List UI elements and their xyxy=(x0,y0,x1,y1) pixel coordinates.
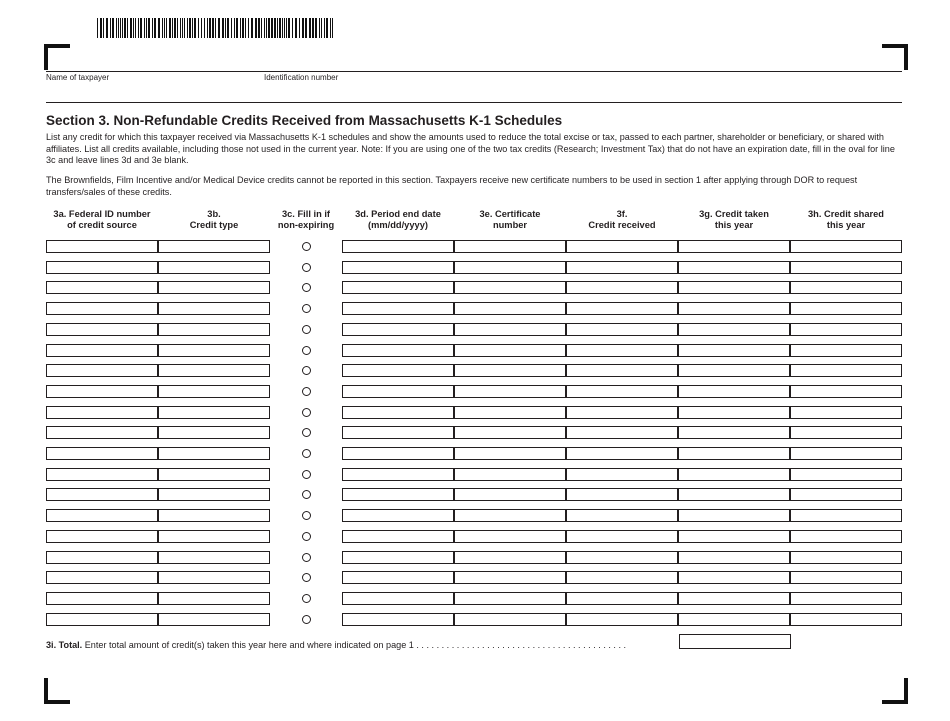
field-3b-row-18[interactable] xyxy=(158,592,270,605)
field-3d-row-18[interactable] xyxy=(342,592,454,605)
total-line xyxy=(46,640,626,650)
field-3h-row-13[interactable] xyxy=(790,488,902,501)
field-3h-row-4[interactable] xyxy=(790,302,902,315)
field-3b-row-2[interactable] xyxy=(158,261,270,274)
field-3f-row-17[interactable] xyxy=(566,571,678,584)
crop-mark-top-left xyxy=(44,44,70,70)
field-3e-row-10[interactable] xyxy=(454,426,566,439)
field-3b-row-4[interactable] xyxy=(158,302,270,315)
field-3b-row-3[interactable] xyxy=(158,281,270,294)
field-3g-row-7[interactable] xyxy=(678,364,790,377)
field-3b-row-14[interactable] xyxy=(158,509,270,522)
field-3a-row-17[interactable] xyxy=(46,571,158,584)
field-3f-row-19[interactable] xyxy=(566,613,678,626)
non-expiring-oval-row-3[interactable] xyxy=(302,283,311,292)
non-expiring-oval-row-10[interactable] xyxy=(302,428,311,437)
field-3e-row-14[interactable] xyxy=(454,509,566,522)
field-3f-row-2[interactable] xyxy=(566,261,678,274)
field-3a-row-15[interactable] xyxy=(46,530,158,543)
field-3d-row-15[interactable] xyxy=(342,530,454,543)
field-3g-row-12[interactable] xyxy=(678,468,790,481)
field-3h-row-7[interactable] xyxy=(790,364,902,377)
non-expiring-oval-row-15[interactable] xyxy=(302,532,311,541)
field-3g-row-6[interactable] xyxy=(678,344,790,357)
field-3a-row-12[interactable] xyxy=(46,468,158,481)
field-3b-row-12[interactable] xyxy=(158,468,270,481)
field-3h-row-1[interactable] xyxy=(790,240,902,253)
field-3g-row-8[interactable] xyxy=(678,385,790,398)
field-3h-row-15[interactable] xyxy=(790,530,902,543)
instructions-paragraph-2: The Brownfields, Film Incentive and/or Medical Device credits cannot be reported in this section. Taxpayers receive new certificate numbers to be used in section 1 after applying through DOR to request transfers/sales of these credits. xyxy=(46,175,858,197)
non-expiring-oval-row-19[interactable] xyxy=(302,615,311,624)
field-3d-row-2[interactable] xyxy=(342,261,454,274)
field-3f-row-7[interactable] xyxy=(566,364,678,377)
field-3d-row-13[interactable] xyxy=(342,488,454,501)
field-3g-row-3[interactable] xyxy=(678,281,790,294)
non-expiring-oval-row-4[interactable] xyxy=(302,304,311,313)
field-3d-row-8[interactable] xyxy=(342,385,454,398)
column-header-3c: 3c. Fill in if non-expiring xyxy=(277,209,335,230)
field-3b-row-8[interactable] xyxy=(158,385,270,398)
field-3e-row-8[interactable] xyxy=(454,385,566,398)
field-3b-row-11[interactable] xyxy=(158,447,270,460)
field-3e-row-17[interactable] xyxy=(454,571,566,584)
column-header-3f: 3f. Credit received xyxy=(588,209,656,230)
field-3f-row-4[interactable] xyxy=(566,302,678,315)
field-3a-row-14[interactable] xyxy=(46,509,158,522)
field-3a-row-18[interactable] xyxy=(46,592,158,605)
field-3g-row-9[interactable] xyxy=(678,406,790,419)
field-3g-row-13[interactable] xyxy=(678,488,790,501)
column-header-3d: 3d. Period end date (mm/dd/yyyy) xyxy=(355,209,441,230)
field-3b-row-9[interactable] xyxy=(158,406,270,419)
field-3d-row-19[interactable] xyxy=(342,613,454,626)
field-3b-row-16[interactable] xyxy=(158,551,270,564)
field-3e-row-11[interactable] xyxy=(454,447,566,460)
field-3a-row-1[interactable] xyxy=(46,240,158,253)
field-3e-row-2[interactable] xyxy=(454,261,566,274)
field-3g-row-5[interactable] xyxy=(678,323,790,336)
non-expiring-oval-row-12[interactable] xyxy=(302,470,311,479)
name-rule xyxy=(46,71,902,72)
field-3e-row-15[interactable] xyxy=(454,530,566,543)
field-3g-row-17[interactable] xyxy=(678,571,790,584)
name-of-taxpayer-label: Name of taxpayer xyxy=(46,73,110,82)
field-3g-row-14[interactable] xyxy=(678,509,790,522)
field-3h-row-2[interactable] xyxy=(790,261,902,274)
field-3h-row-5[interactable] xyxy=(790,323,902,336)
field-3a-row-7[interactable] xyxy=(46,364,158,377)
field-3b-row-6[interactable] xyxy=(158,344,270,357)
section-divider xyxy=(46,102,902,103)
field-3g-row-15[interactable] xyxy=(678,530,790,543)
field-3a-row-8[interactable] xyxy=(46,385,158,398)
field-3h-row-8[interactable] xyxy=(790,385,902,398)
field-3e-row-7[interactable] xyxy=(454,364,566,377)
field-3b-row-5[interactable] xyxy=(158,323,270,336)
field-3h-row-11[interactable] xyxy=(790,447,902,460)
field-3f-row-11[interactable] xyxy=(566,447,678,460)
column-header-3h: 3h. Credit shared this year xyxy=(808,209,884,230)
field-3g-row-1[interactable] xyxy=(678,240,790,253)
field-3a-row-6[interactable] xyxy=(46,344,158,357)
field-3d-row-1[interactable] xyxy=(342,240,454,253)
field-3d-row-11[interactable] xyxy=(342,447,454,460)
field-3d-row-5[interactable] xyxy=(342,323,454,336)
field-3b-row-17[interactable] xyxy=(158,571,270,584)
field-3g-row-10[interactable] xyxy=(678,426,790,439)
field-3e-row-18[interactable] xyxy=(454,592,566,605)
field-3a-row-2[interactable] xyxy=(46,261,158,274)
field-3h-row-16[interactable] xyxy=(790,551,902,564)
field-3f-row-10[interactable] xyxy=(566,426,678,439)
field-3f-row-3[interactable] xyxy=(566,281,678,294)
field-3a-row-19[interactable] xyxy=(46,613,158,626)
field-3b-row-1[interactable] xyxy=(158,240,270,253)
non-expiring-oval-row-9[interactable] xyxy=(302,408,311,417)
identification-number-label: Identification number xyxy=(264,73,339,82)
field-3g-row-11[interactable] xyxy=(678,447,790,460)
field-3b-row-7[interactable] xyxy=(158,364,270,377)
field-3d-row-10[interactable] xyxy=(342,426,454,439)
field-3e-row-3[interactable] xyxy=(454,281,566,294)
non-expiring-oval-row-18[interactable] xyxy=(302,594,311,603)
field-3d-row-12[interactable] xyxy=(342,468,454,481)
field-3f-row-14[interactable] xyxy=(566,509,678,522)
non-expiring-oval-row-5[interactable] xyxy=(302,325,311,334)
field-3e-row-19[interactable] xyxy=(454,613,566,626)
field-3a-row-13[interactable] xyxy=(46,488,158,501)
column-header-3a: 3a. Federal ID number of credit source xyxy=(53,209,151,230)
field-3g-row-4[interactable] xyxy=(678,302,790,315)
non-expiring-oval-row-6[interactable] xyxy=(302,346,311,355)
field-3f-row-1[interactable] xyxy=(566,240,678,253)
field-3f-row-18[interactable] xyxy=(566,592,678,605)
field-3e-row-13[interactable] xyxy=(454,488,566,501)
field-3e-row-5[interactable] xyxy=(454,323,566,336)
column-header-3g: 3g. Credit taken this year xyxy=(699,209,769,230)
field-3a-row-16[interactable] xyxy=(46,551,158,564)
field-3e-row-1[interactable] xyxy=(454,240,566,253)
field-3a-row-11[interactable] xyxy=(46,447,158,460)
crop-mark-bottom-right xyxy=(882,678,908,704)
field-3f-row-13[interactable] xyxy=(566,488,678,501)
field-3b-row-15[interactable] xyxy=(158,530,270,543)
crop-mark-top-right xyxy=(882,44,908,70)
field-3a-row-5[interactable] xyxy=(46,323,158,336)
crop-mark-bottom-left xyxy=(44,678,70,704)
non-expiring-oval-row-2[interactable] xyxy=(302,263,311,272)
non-expiring-oval-row-17[interactable] xyxy=(302,573,311,582)
field-3h-row-17[interactable] xyxy=(790,571,902,584)
non-expiring-oval-row-14[interactable] xyxy=(302,511,311,520)
field-3f-row-15[interactable] xyxy=(566,530,678,543)
non-expiring-oval-row-7[interactable] xyxy=(302,366,311,375)
non-expiring-oval-row-11[interactable] xyxy=(302,449,311,458)
field-3g-row-2[interactable] xyxy=(678,261,790,274)
instructions-paragraph-1: List any credit for which this taxpayer received via Massachusetts K-1 schedules and show the amounts used to reduce the total excise or tax, passed to each partner, shareholder or beneficiary, or shared with affiliates. List all credits available, including those not used in the current year. Note: If you are using one of the two tax credits (Research; Investment Tax) that do not have an expiration date, fill in the oval for line 3c and leave lines 3d and 3e blank. xyxy=(46,132,895,165)
field-3h-row-18[interactable] xyxy=(790,592,902,605)
field-3f-row-12[interactable] xyxy=(566,468,678,481)
field-3h-row-19[interactable] xyxy=(790,613,902,626)
field-3a-row-10[interactable] xyxy=(46,426,158,439)
field-3h-row-14[interactable] xyxy=(790,509,902,522)
field-3f-row-16[interactable] xyxy=(566,551,678,564)
field-3g-row-19[interactable] xyxy=(678,613,790,626)
field-3h-row-9[interactable] xyxy=(790,406,902,419)
field-3b-row-13[interactable] xyxy=(158,488,270,501)
column-header-3b: 3b. Credit type xyxy=(189,209,239,230)
field-3e-row-16[interactable] xyxy=(454,551,566,564)
field-3h-row-12[interactable] xyxy=(790,468,902,481)
total-credit-taken-field[interactable] xyxy=(679,634,791,649)
field-3h-row-6[interactable] xyxy=(790,344,902,357)
total-label: 3i. Total. xyxy=(46,640,83,650)
field-3d-row-6[interactable] xyxy=(342,344,454,357)
field-3f-row-6[interactable] xyxy=(566,344,678,357)
field-3h-row-10[interactable] xyxy=(790,426,902,439)
field-3b-row-19[interactable] xyxy=(158,613,270,626)
field-3d-row-3[interactable] xyxy=(342,281,454,294)
field-3b-row-10[interactable] xyxy=(158,426,270,439)
field-3a-row-3[interactable] xyxy=(46,281,158,294)
field-3e-row-6[interactable] xyxy=(454,344,566,357)
field-3a-row-4[interactable] xyxy=(46,302,158,315)
field-3g-row-18[interactable] xyxy=(678,592,790,605)
non-expiring-oval-row-8[interactable] xyxy=(302,387,311,396)
field-3e-row-12[interactable] xyxy=(454,468,566,481)
non-expiring-oval-row-16[interactable] xyxy=(302,553,311,562)
field-3d-row-14[interactable] xyxy=(342,509,454,522)
section-title: Section 3. Non-Refundable Credits Received from Massachusetts K-1 Schedules xyxy=(46,113,563,128)
field-3f-row-5[interactable] xyxy=(566,323,678,336)
field-3a-row-9[interactable] xyxy=(46,406,158,419)
field-3d-row-4[interactable] xyxy=(342,302,454,315)
field-3g-row-16[interactable] xyxy=(678,551,790,564)
field-3f-row-8[interactable] xyxy=(566,385,678,398)
column-header-3e: 3e. Certificate number xyxy=(479,209,541,230)
field-3f-row-9[interactable] xyxy=(566,406,678,419)
non-expiring-oval-row-13[interactable] xyxy=(302,490,311,499)
field-3e-row-9[interactable] xyxy=(454,406,566,419)
field-3d-row-16[interactable] xyxy=(342,551,454,564)
non-expiring-oval-row-1[interactable] xyxy=(302,242,311,251)
field-3h-row-3[interactable] xyxy=(790,281,902,294)
barcode-image xyxy=(97,18,337,38)
field-3d-row-7[interactable] xyxy=(342,364,454,377)
field-3e-row-4[interactable] xyxy=(454,302,566,315)
field-3d-row-9[interactable] xyxy=(342,406,454,419)
total-instruction: Enter total amount of credit(s) taken this year here and where indicated on page 1 . . . . . . . . . . . . . . . . . . . . . . . . . . . . . . . . . . . . . . . . . . xyxy=(82,640,627,650)
field-3d-row-17[interactable] xyxy=(342,571,454,584)
